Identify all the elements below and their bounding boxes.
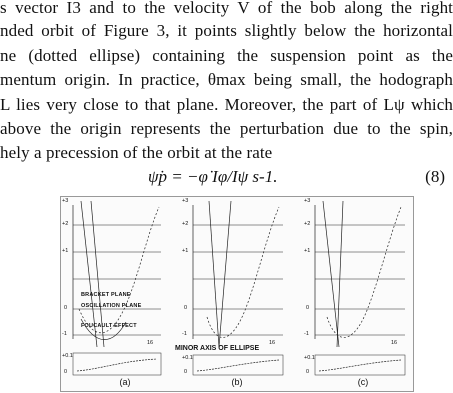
tick-b-inset-zero: 0 — [184, 369, 188, 375]
text-line-4: mentum origin. In practice, θmax being small, the hodograph — [0, 70, 453, 89]
panel-b-line-1 — [209, 201, 219, 347]
panel-c-line-1 — [323, 201, 339, 347]
tick-a-inset-zero: 0 — [64, 369, 68, 375]
foucault-effect-label: FOUCAULT EFFECT — [81, 323, 137, 329]
panel-label-a: (a) — [119, 377, 131, 387]
tick-b-zero: 0 — [184, 305, 188, 311]
tick-a-plus1: +1 — [62, 248, 69, 254]
tick-c-zero: 0 — [306, 305, 310, 311]
tick-a-minus1: -1 — [62, 331, 67, 337]
tick-c-x-end: 16 — [391, 340, 398, 346]
text-line-3: ne (dotted ellipse) containing the suspension point as the — [0, 46, 453, 65]
text-line-2: nded orbit of Figure 3, it points slightly below the horizontal — [0, 21, 453, 40]
text-line-7: hely a precession of the orbit at the rate — [0, 143, 273, 162]
text-line-5: L lies very close to that plane. Moreover, the part of Lψ which — [0, 95, 453, 114]
tick-b-plus3: +3 — [182, 198, 189, 204]
bracket-plane-label: BRACKET PLANE — [81, 292, 131, 298]
equation-number: (8) — [425, 167, 445, 186]
tick-c-inset-top: +0.1 — [304, 355, 315, 361]
panel-c-line-2 — [337, 201, 343, 347]
text-line-6: above the origin represents the perturbation due to the spin, — [0, 119, 453, 138]
equation-body: ψ̇p = −φ̇ Iφ/Iψ s-1. — [148, 167, 278, 186]
panel-b-curve — [207, 207, 279, 337]
tick-a-zero: 0 — [64, 305, 68, 311]
panel-b-inset-curve — [197, 360, 279, 371]
tick-c-plus3: +3 — [304, 198, 311, 204]
tick-a-plus3: +3 — [62, 198, 69, 204]
panel-a — [73, 201, 161, 375]
panel-c-inset-curve — [319, 360, 401, 371]
panel-b-line-2 — [219, 201, 231, 347]
figure — [60, 196, 414, 392]
minor-axis-label: MINOR AXIS OF ELLIPSE — [175, 345, 260, 352]
panel-c-inset — [315, 355, 405, 375]
tick-b-x-end: 16 — [269, 340, 276, 346]
panel-a-inset-curve — [77, 359, 157, 371]
tick-b-inset-top: +0.1 — [182, 355, 193, 361]
oscillation-plane-label: OSCILLATION PLANE — [81, 303, 142, 309]
panel-a-curve — [79, 207, 159, 333]
panel-label-c: (c) — [357, 377, 369, 387]
panel-c — [315, 201, 405, 375]
tick-a-inset-top: +0.1 — [62, 353, 73, 359]
equation-8 — [0, 164, 453, 190]
panel-b-inset — [193, 355, 283, 375]
text-line-1: s vector I3 and to the velocity V of the bob along the right — [0, 0, 453, 17]
tick-b-minus1: -1 — [182, 331, 187, 337]
tick-c-plus2: +2 — [304, 221, 311, 227]
tick-c-inset-zero: 0 — [306, 369, 310, 375]
tick-c-plus1: +1 — [304, 248, 311, 254]
panel-label-b: (b) — [231, 377, 243, 387]
tick-b-plus2: +2 — [182, 221, 189, 227]
tick-a-plus2: +2 — [62, 221, 69, 227]
tick-a-x-end: 16 — [147, 340, 154, 346]
tick-b-plus1: +1 — [182, 248, 189, 254]
tick-c-minus1: -1 — [304, 331, 309, 337]
